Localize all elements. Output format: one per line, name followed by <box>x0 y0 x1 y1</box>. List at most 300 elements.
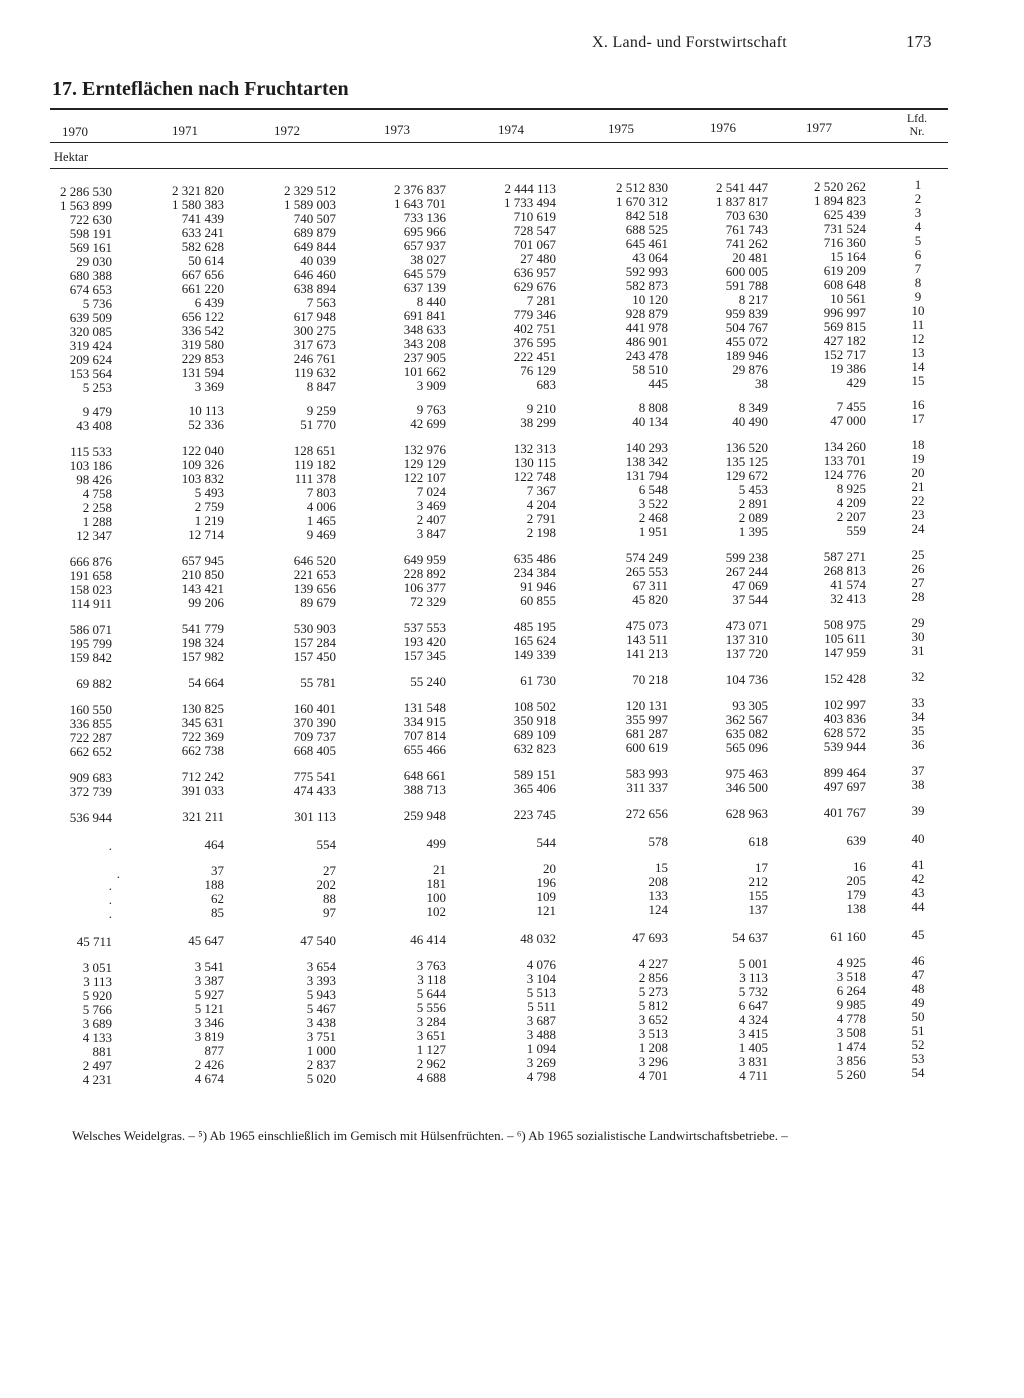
table-cell: 133 <box>648 888 668 904</box>
table-cell: 212 <box>748 873 768 889</box>
table-cell: 645 579 <box>403 265 446 281</box>
table-cell: 346 500 <box>725 779 768 795</box>
table-cell: 701 067 <box>513 237 556 252</box>
table-cell: 569 815 <box>823 318 866 334</box>
table-cell: 135 125 <box>725 453 768 469</box>
table-cell: 3 051 <box>82 960 112 975</box>
table-cell: 655 466 <box>403 741 446 757</box>
table-cell: 899 464 <box>823 764 866 780</box>
table-cell: 89 679 <box>300 594 336 610</box>
table-cell: 355 997 <box>625 712 668 728</box>
row-number: 20 <box>911 465 925 480</box>
row-number: 6 <box>914 247 922 262</box>
table-cell: 114 911 <box>70 596 112 611</box>
table-cell: 8 440 <box>416 293 446 309</box>
table-cell: 124 776 <box>823 466 866 482</box>
row-number: 47 <box>911 967 925 982</box>
table-cell: 2 376 837 <box>394 181 446 197</box>
table-cell: 2 329 512 <box>284 182 336 198</box>
table-cell: 722 287 <box>69 730 112 745</box>
table-cell: 441 978 <box>625 320 668 336</box>
table-cell: 234 384 <box>513 565 556 580</box>
row-number: 42 <box>911 871 925 886</box>
column-header-1971: 1971 <box>172 123 198 139</box>
table-cell: 486 901 <box>625 334 668 350</box>
table-cell: 132 313 <box>513 441 556 456</box>
table-cell: 37 544 <box>732 591 768 607</box>
table-cell: 7 024 <box>416 483 446 499</box>
row-number: 27 <box>911 575 925 590</box>
table-cell: 222 451 <box>513 349 556 364</box>
unit-rule <box>50 168 948 169</box>
table-cell: 2 444 113 <box>504 181 556 196</box>
table-cell: . <box>116 866 120 881</box>
table-cell: 1 580 383 <box>172 197 224 213</box>
row-number: 24 <box>911 521 925 536</box>
unit-label: Hektar <box>54 150 89 164</box>
table-cell: 628 572 <box>823 724 866 740</box>
table-cell: 237 905 <box>403 349 446 365</box>
table-cell: 376 595 <box>513 335 556 350</box>
table-cell: 362 567 <box>725 711 768 727</box>
table-cell: 259 948 <box>403 807 446 823</box>
table-cell: 137 310 <box>725 631 768 647</box>
table-cell: 3 689 <box>82 1016 112 1031</box>
table-cell: 536 944 <box>69 810 112 825</box>
table-cell: 16 <box>853 858 866 874</box>
row-number: 10 <box>911 303 925 318</box>
table-cell: 122 748 <box>513 469 556 484</box>
table-cell: 592 993 <box>625 264 668 280</box>
table-cell: 61 160 <box>830 928 866 944</box>
table-cell: 707 814 <box>403 727 446 743</box>
table-cell: 7 281 <box>526 293 556 308</box>
table-cell: 473 071 <box>725 617 768 633</box>
table-cell: 2 207 <box>836 508 866 524</box>
table-cell: 1 208 <box>638 1040 668 1056</box>
table-cell: 559 <box>846 522 866 538</box>
table-cell: 3 541 <box>194 959 224 975</box>
table-cell: 158 023 <box>69 582 112 597</box>
table-cell: 474 433 <box>293 782 336 798</box>
table-cell: 691 841 <box>403 307 446 323</box>
table-cell: 403 836 <box>823 710 866 726</box>
row-number: 28 <box>911 589 925 604</box>
table-cell: 108 502 <box>513 699 556 714</box>
table-cell: 2 520 262 <box>814 178 866 194</box>
table-cell: 109 326 <box>181 457 224 473</box>
table-cell: 1 127 <box>416 1041 446 1057</box>
table-cell: 69 882 <box>76 676 112 691</box>
table-cell: 1 643 701 <box>394 195 446 211</box>
table-cell: 3 269 <box>526 1055 556 1070</box>
table-cell: 15 <box>655 860 668 876</box>
row-number: 39 <box>911 803 925 818</box>
table-cell: 105 611 <box>824 630 866 646</box>
row-number: 41 <box>911 857 925 872</box>
table-cell: 3 296 <box>638 1054 668 1070</box>
table-cell: 3 346 <box>194 1015 224 1031</box>
table-cell: 50 614 <box>188 253 224 269</box>
table-cell: 2 962 <box>416 1055 446 1071</box>
table-cell: 133 701 <box>823 452 866 468</box>
table-cell: 617 948 <box>293 308 336 324</box>
table-cell: 4 674 <box>194 1071 224 1087</box>
table-cell: 4 231 <box>82 1072 112 1087</box>
table-cell: 689 879 <box>293 224 336 240</box>
table-cell: 3 438 <box>306 1014 336 1030</box>
table-cell: 3 522 <box>638 496 668 512</box>
table-cell: 2 426 <box>194 1057 224 1073</box>
table-cell: 554 <box>316 836 336 852</box>
table-cell: 3 909 <box>416 377 446 393</box>
header-rule-bottom <box>50 142 948 143</box>
table-cell: 3 856 <box>836 1052 866 1068</box>
table-cell: 343 208 <box>403 335 446 351</box>
table-cell: 8 217 <box>738 291 768 307</box>
table-cell: 2 791 <box>526 511 556 526</box>
table-cell: 104 736 <box>725 671 768 687</box>
table-cell: 638 894 <box>293 280 336 296</box>
table-cell: 629 676 <box>513 279 556 294</box>
table-cell: 1 733 494 <box>504 195 556 210</box>
table-cell: 661 220 <box>181 281 224 297</box>
table-cell: 188 <box>204 877 224 893</box>
table-cell: 508 975 <box>823 616 866 632</box>
table-cell: 639 <box>846 832 866 848</box>
table-cell: 3 387 <box>194 973 224 989</box>
row-number: 35 <box>911 723 925 738</box>
table-cell: 3 687 <box>526 1013 556 1028</box>
table-cell: 3 652 <box>638 1012 668 1028</box>
table-cell: 88 <box>323 890 336 906</box>
table-cell: 43 408 <box>76 418 112 433</box>
table-cell: 93 305 <box>732 697 768 713</box>
table-cell: 9 479 <box>82 404 112 419</box>
table-cell: 122 107 <box>403 469 446 485</box>
table-cell: 106 377 <box>403 579 446 595</box>
table-cell: 102 <box>426 903 446 919</box>
table-cell: 137 720 <box>725 645 768 661</box>
table-cell: 1 465 <box>306 512 336 528</box>
table-cell: 129 672 <box>725 467 768 483</box>
table-cell: 130 825 <box>181 701 224 717</box>
table-cell: 99 206 <box>188 595 224 611</box>
table-cell: 741 262 <box>725 235 768 251</box>
table-cell: 62 <box>211 891 224 907</box>
table-cell: 722 630 <box>69 212 112 227</box>
row-number: 53 <box>911 1051 925 1066</box>
table-cell: 372 739 <box>69 784 112 799</box>
table-cell: 317 673 <box>293 336 336 352</box>
table-cell: 345 631 <box>181 715 224 731</box>
table-cell: 40 134 <box>632 414 668 430</box>
table-cell: 7 563 <box>306 294 336 310</box>
table-cell: 122 040 <box>181 443 224 459</box>
table-cell: 5 732 <box>738 983 768 999</box>
row-number: 18 <box>911 437 925 452</box>
table-cell: 10 120 <box>632 292 668 308</box>
table-cell: 138 342 <box>625 454 668 470</box>
table-cell: 4 711 <box>739 1067 768 1083</box>
table-cell: 321 211 <box>182 809 224 825</box>
table-cell: 649 959 <box>403 551 446 567</box>
table-cell: 9 763 <box>416 401 446 417</box>
row-number: 50 <box>911 1009 925 1024</box>
table-cell: 681 287 <box>625 726 668 742</box>
row-number: 21 <box>911 479 925 494</box>
table-cell: 223 745 <box>513 807 556 822</box>
table-cell: 6 548 <box>638 482 668 498</box>
row-number: 9 <box>914 289 922 304</box>
table-cell: 119 632 <box>294 364 336 380</box>
table-cell: 221 653 <box>293 566 336 582</box>
table-cell: 5 511 <box>527 999 556 1014</box>
table-cell: 5 766 <box>82 1002 112 1017</box>
table-cell: 131 548 <box>403 699 446 715</box>
table-cell: 47 693 <box>632 930 668 946</box>
table-cell: 350 918 <box>513 713 556 728</box>
table-cell: 3 469 <box>416 497 446 513</box>
table-cell: 3 488 <box>526 1027 556 1042</box>
table-cell: 202 <box>316 876 336 892</box>
table-cell: 842 518 <box>625 208 668 224</box>
table-cell: 311 337 <box>626 780 668 796</box>
table-cell: 119 182 <box>294 456 336 472</box>
table-cell: 1 474 <box>836 1038 866 1054</box>
table-cell: 3 393 <box>306 972 336 988</box>
row-number: 38 <box>911 777 925 792</box>
table-cell: 5 001 <box>738 955 768 971</box>
table-title: 17. Ernteflächen nach Fruchtarten <box>52 78 349 100</box>
table-cell: 205 <box>846 872 866 888</box>
table-cell: 4 133 <box>82 1030 112 1045</box>
table-cell: 101 662 <box>403 363 446 379</box>
row-number: 46 <box>911 953 925 968</box>
table-cell: 181 <box>426 875 446 891</box>
table-cell: 370 390 <box>293 714 336 730</box>
table-cell: 391 033 <box>181 783 224 799</box>
table-cell: 996 997 <box>823 304 866 320</box>
table-cell: 40 490 <box>732 413 768 429</box>
row-number: 1 <box>914 177 922 192</box>
table-cell: 733 136 <box>403 209 446 225</box>
table-cell: 722 369 <box>181 729 224 745</box>
table-cell: 131 594 <box>181 365 224 381</box>
column-header-1975: 1975 <box>608 121 634 136</box>
table-cell: 191 658 <box>69 568 112 583</box>
table-cell: 928 879 <box>625 306 668 322</box>
table-cell: 539 944 <box>823 738 866 754</box>
table-cell: 365 406 <box>513 781 556 796</box>
table-cell: 703 630 <box>725 207 768 223</box>
table-cell: 600 005 <box>725 263 768 279</box>
table-cell: 1 395 <box>738 523 768 539</box>
table-cell: 2 759 <box>194 499 224 515</box>
table-cell: 152 717 <box>823 346 866 362</box>
table-cell: 1 219 <box>194 513 224 529</box>
table-cell: 4 701 <box>638 1068 668 1084</box>
table-cell: 2 541 447 <box>716 179 768 195</box>
row-number: 36 <box>911 737 925 752</box>
table-cell: 537 553 <box>403 619 446 635</box>
table-cell: 497 697 <box>823 778 866 794</box>
table-cell: 4 925 <box>836 954 866 970</box>
table-cell: 3 113 <box>739 969 768 985</box>
table-cell: 189 946 <box>725 347 768 363</box>
table-cell: 667 656 <box>181 267 224 283</box>
table-cell: 666 876 <box>69 554 112 569</box>
table-cell: 565 096 <box>725 739 768 755</box>
table-cell: 103 832 <box>181 471 224 487</box>
table-cell: 3 651 <box>416 1027 446 1043</box>
table-cell: 619 209 <box>823 262 866 278</box>
table-cell: 267 244 <box>725 563 768 579</box>
table-cell: 141 213 <box>625 646 668 662</box>
row-number: 23 <box>911 507 925 522</box>
table-cell: 1 563 899 <box>60 198 112 213</box>
table-cell: 3 415 <box>738 1025 768 1041</box>
table-cell: 5 020 <box>306 1070 336 1086</box>
table-cell: 76 129 <box>520 363 556 378</box>
table-cell: . <box>108 906 112 921</box>
table-cell: 632 823 <box>513 741 556 756</box>
row-number: 16 <box>911 397 925 412</box>
table-cell: 42 699 <box>410 415 446 431</box>
table-cell: 157 982 <box>181 649 224 665</box>
table-cell: 55 240 <box>410 673 446 689</box>
row-number: 14 <box>911 359 925 374</box>
table-cell: 319 580 <box>181 337 224 353</box>
table-cell: 2 321 820 <box>172 183 224 199</box>
table-cell: 38 <box>755 375 768 391</box>
table-cell: 504 767 <box>725 319 768 335</box>
table-cell: 8 349 <box>738 399 768 415</box>
table-cell: 134 260 <box>823 438 866 454</box>
column-header-1977: 1977 <box>806 119 832 135</box>
table-cell: 645 461 <box>625 236 668 252</box>
table-cell: 55 781 <box>300 674 336 690</box>
table-cell: 157 450 <box>293 648 336 664</box>
table-cell: 179 <box>846 886 866 902</box>
table-cell: 637 139 <box>403 279 446 295</box>
table-cell: 628 963 <box>725 805 768 821</box>
table-cell: 3 118 <box>417 971 446 987</box>
table-cell: 12 347 <box>76 528 112 543</box>
table-cell: 639 509 <box>69 310 112 325</box>
table-cell: 668 405 <box>293 742 336 758</box>
table-cell: 131 794 <box>625 468 668 484</box>
table-cell: 2 286 530 <box>60 184 112 199</box>
row-number: 31 <box>911 643 925 658</box>
table-cell: 60 855 <box>520 593 556 608</box>
table-cell: 5 253 <box>82 380 112 395</box>
table-cell: 464 <box>204 837 224 853</box>
row-number: 2 <box>914 191 922 206</box>
row-number: 40 <box>911 831 925 846</box>
table-cell: 20 481 <box>732 249 768 265</box>
table-cell: 193 420 <box>403 633 446 649</box>
table-cell: 3 513 <box>638 1026 668 1042</box>
table-cell: 111 378 <box>294 470 336 486</box>
table-cell: 648 661 <box>403 767 446 783</box>
table-cell: 20 <box>543 861 556 876</box>
table-cell: 578 <box>648 834 668 850</box>
table-cell: 195 799 <box>69 636 112 651</box>
table-cell: 21 <box>433 861 446 877</box>
table-cell: 709 737 <box>293 728 336 744</box>
column-header-1970: 1970 <box>62 124 88 139</box>
table-cell: 586 071 <box>69 622 112 637</box>
table-cell: 975 463 <box>725 765 768 781</box>
table-cell: 633 241 <box>181 225 224 241</box>
table-cell: 41 574 <box>830 576 866 592</box>
table-cell: 2 856 <box>638 970 668 986</box>
table-cell: 228 892 <box>403 565 446 581</box>
table-cell: 881 <box>92 1044 112 1059</box>
table-cell: 618 <box>748 833 768 849</box>
table-cell: 47 540 <box>300 932 336 948</box>
table-cell: 656 122 <box>181 309 224 325</box>
table-cell: 209 624 <box>69 352 112 367</box>
table-cell: 541 779 <box>181 621 224 637</box>
table-cell: 3 284 <box>416 1013 446 1029</box>
table-cell: 334 915 <box>403 713 446 729</box>
row-number: 44 <box>911 899 925 914</box>
row-number: 11 <box>911 317 925 332</box>
table-cell: 160 550 <box>69 702 112 717</box>
table-cell: 5 927 <box>194 987 224 1003</box>
table-cell: 129 129 <box>403 455 446 471</box>
table-cell: 598 191 <box>69 226 112 241</box>
table-cell: 731 524 <box>823 220 866 236</box>
table-cell: 165 624 <box>513 633 556 648</box>
table-cell: . <box>108 878 112 893</box>
table-cell: 128 651 <box>293 442 336 458</box>
table-cell: 5 556 <box>416 999 446 1015</box>
table-cell: 3 518 <box>836 968 866 984</box>
table-cell: 45 647 <box>188 933 224 949</box>
table-cell: 589 151 <box>513 767 556 782</box>
table-cell: 29 030 <box>76 254 112 269</box>
table-cell: 635 486 <box>513 551 556 566</box>
table-cell: 268 813 <box>823 562 866 578</box>
row-number: 49 <box>911 995 925 1010</box>
table-cell: 159 842 <box>69 650 112 665</box>
table-cell: 4 204 <box>526 497 556 512</box>
table-cell: 52 336 <box>188 417 224 433</box>
table-cell: . <box>108 892 112 907</box>
column-header-1974: 1974 <box>498 121 524 137</box>
table-cell: 4 758 <box>82 486 112 501</box>
table-cell: 688 525 <box>625 222 668 238</box>
table-cell: 27 <box>323 862 336 878</box>
table-cell: 5 513 <box>526 985 556 1000</box>
column-header-1972: 1972 <box>274 122 300 138</box>
table-cell: 137 <box>748 901 768 917</box>
table-cell: 17 <box>755 859 768 875</box>
table-cell: 499 <box>426 835 446 851</box>
table-cell: 662 652 <box>69 744 112 759</box>
table-cell: 29 876 <box>732 361 768 377</box>
table-cell: 265 553 <box>625 564 668 580</box>
table-cell: 680 388 <box>69 268 112 283</box>
table-cell: 1 288 <box>82 514 112 529</box>
row-number: 33 <box>911 695 925 710</box>
row-number: 32 <box>911 669 925 684</box>
table-cell: 19 386 <box>830 360 866 376</box>
table-cell: 877 <box>204 1043 224 1059</box>
